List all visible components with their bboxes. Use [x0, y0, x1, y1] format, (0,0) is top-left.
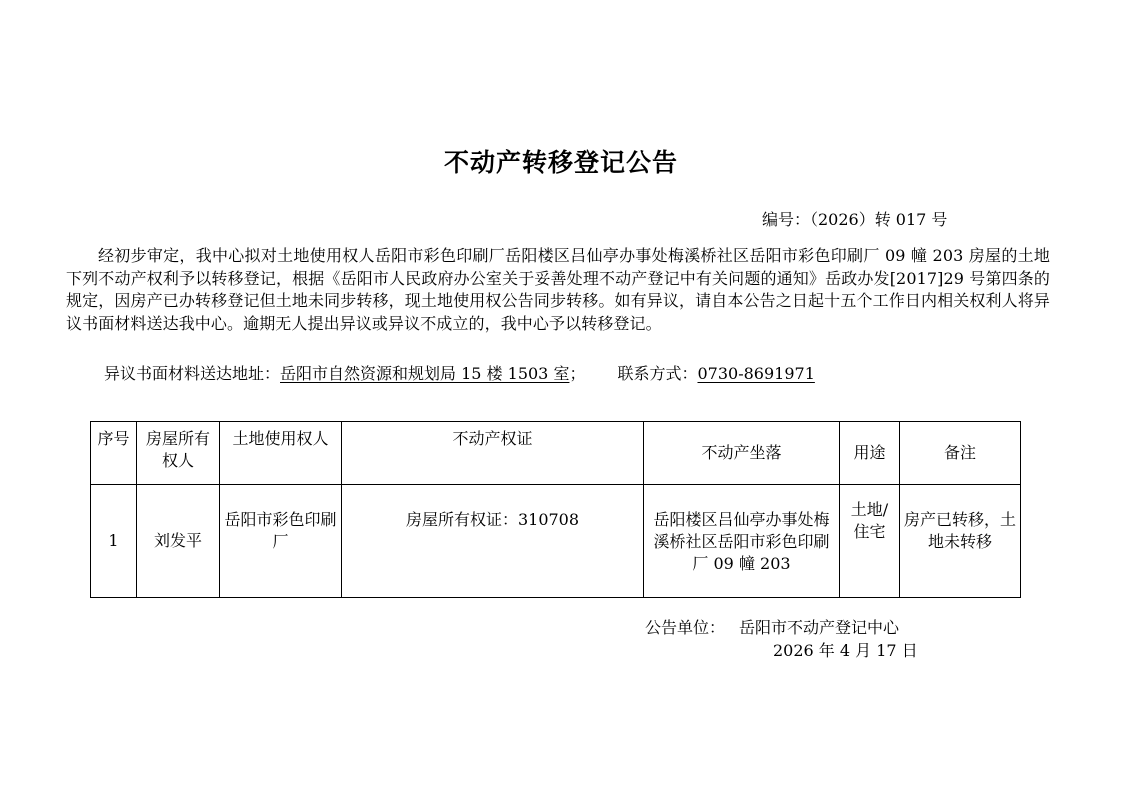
- announcement-body: 经初步审定，我中心拟对土地使用权人岳阳市彩色印刷厂岳阳楼区吕仙亭办事处梅溪桥社区岳阳市彩色印刷厂 09 幢 203 房屋的土地下列不动产权利予以转移登记，根据《岳阳市人民政府办公室关于妥善处理不动产登记中有关问题的通知》岳政办发[2017]29 号第四条的规定，因房产已办转移登记但土地未同步转移，现土地使用权公告同步转移。如有异议，请自本公告之日起十五个工作日内相关权利人将异议书面材料送达我中心。逾期无人提出异议或异议不成立的，我中心予以转移登记。: [66, 246, 1050, 333]
- header-land-user: 土地使用权人: [220, 422, 342, 485]
- document-number: 编号：（2026）转 017 号: [762, 210, 948, 229]
- contact-label: 联系方式：: [617, 364, 698, 383]
- objection-info: [104, 361, 815, 384]
- header-remark: 备注: [900, 422, 1021, 485]
- cell-remark: 房产已转移，土地未转移: [900, 485, 1021, 598]
- table-row: [91, 485, 1021, 598]
- cell-certificate: 房屋所有权证：310708: [342, 485, 644, 598]
- table-header-row: [91, 422, 1021, 485]
- issuing-unit: [645, 615, 899, 638]
- separator: ；: [569, 364, 586, 383]
- cell-house-owner: 刘发平: [137, 485, 220, 598]
- page-title: 不动产转移登记公告: [443, 148, 678, 177]
- cell-location: 岳阳楼区吕仙亭办事处梅溪桥社区岳阳市彩色印刷厂 09 幢 203: [644, 485, 840, 598]
- issue-date: 2026 年 4 月 17 日: [773, 641, 918, 660]
- cell-land-user: 岳阳市彩色印刷厂: [220, 485, 342, 598]
- contact-phone: 0730-8691971: [697, 364, 815, 383]
- issuing-unit-name: 岳阳市不动产登记中心: [739, 618, 900, 637]
- header-usage: 用途: [840, 422, 900, 485]
- header-no: 序号: [91, 422, 137, 485]
- address-value: 岳阳市自然资源和规划局 15 楼 1503 室: [280, 364, 570, 383]
- address-label: 异议书面材料送达地址：: [104, 364, 281, 383]
- header-location: 不动产坐落: [644, 422, 840, 485]
- registration-table: [90, 421, 1021, 598]
- header-house-owner: 房屋所有权人: [137, 422, 220, 485]
- header-certificate: 不动产权证: [342, 422, 644, 485]
- cell-no: 1: [91, 485, 137, 598]
- issuing-unit-label: 公告单位：: [645, 618, 726, 637]
- cell-usage: 土地/住宅: [840, 485, 900, 598]
